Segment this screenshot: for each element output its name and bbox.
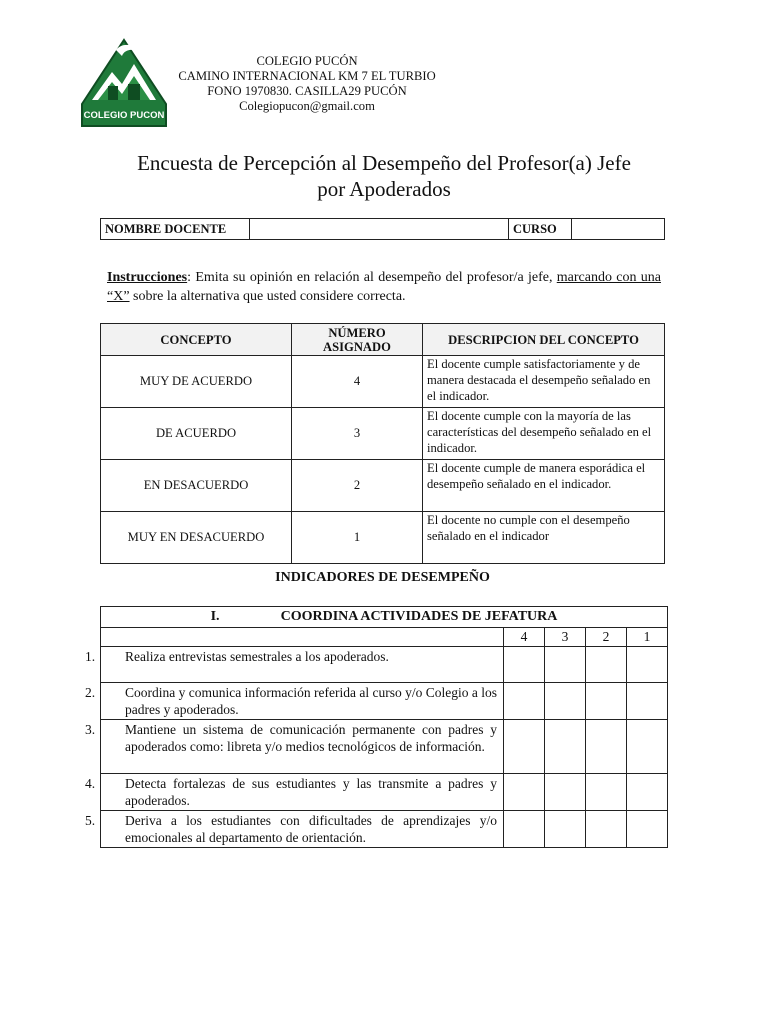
- indicator-item: [85, 720, 504, 774]
- indicator-row: [101, 774, 668, 811]
- answer-box-3[interactable]: [545, 720, 586, 774]
- answer-box-2[interactable]: [586, 720, 627, 774]
- scale-spacer: [101, 628, 504, 647]
- section-header: [101, 607, 668, 628]
- school-name: COLEGIO PUCÓN: [256, 54, 358, 68]
- concept-name: MUY EN DESACUERDO: [101, 512, 292, 564]
- indicator-row: [101, 647, 668, 683]
- answer-box-3[interactable]: [545, 811, 586, 848]
- indicator-item: [85, 647, 504, 683]
- answer-box-2[interactable]: [586, 647, 627, 683]
- instructions-text-1: : Emita su opinión en relación al desempeño del profesor/a jefe,: [187, 270, 557, 285]
- indicators-table: [85, 606, 668, 848]
- section-roman: I.: [210, 609, 220, 624]
- answer-box-2[interactable]: [586, 683, 627, 720]
- instructions-text-2: sobre la alternativa que usted considere correcta.: [129, 289, 406, 304]
- course-field[interactable]: [572, 219, 665, 240]
- indicator-text: Detecta fortalezas de sus estudiantes y las transmite a padres y apoderados.: [125, 776, 497, 808]
- concept-description: El docente cumple con la mayoría de las características del desempeño señalado en el indicador.: [423, 408, 665, 460]
- course-label: CURSO: [509, 219, 572, 240]
- indicator-number: 2.: [85, 685, 96, 700]
- answer-box-3[interactable]: [545, 647, 586, 683]
- section-title: COORDINA ACTIVIDADES DE JEFATURA: [280, 609, 558, 624]
- indicator-item: [85, 811, 504, 848]
- concept-description: El docente no cumple con el desempeño señalado en el indicador: [423, 512, 665, 564]
- indicator-number: 3.: [85, 722, 96, 737]
- indicator-text: Deriva a los estudiantes con dificultades de aprendizajes y/o emocionales al departamento de orientación.: [125, 813, 497, 845]
- indicator-text: Coordina y comunica información referida al curso y/o Colegio a los padres y apoderados.: [125, 685, 497, 717]
- indicators-heading: INDICADORES DE DESEMPEÑO: [275, 570, 490, 585]
- school-address: CAMINO INTERNACIONAL KM 7 EL TURBIO: [178, 69, 436, 83]
- indicator-text: Mantiene un sistema de comunicación permanente con padres y apoderados como: libreta y/o medios tecnológicos de información.: [125, 722, 497, 754]
- indicator-row: [101, 683, 668, 720]
- concept-number: 4: [292, 356, 423, 408]
- concept-row: [101, 512, 665, 564]
- instructions: [107, 268, 661, 306]
- concept-row: [101, 408, 665, 460]
- concept-header: CONCEPTO: [101, 324, 292, 356]
- answer-box-1[interactable]: [627, 774, 668, 811]
- answer-box-4[interactable]: [504, 811, 545, 848]
- concept-name: DE ACUERDO: [101, 408, 292, 460]
- concept-number: 1: [292, 512, 423, 564]
- concept-number: 2: [292, 460, 423, 512]
- answer-box-1[interactable]: [627, 720, 668, 774]
- indicator-item: [85, 774, 504, 811]
- description-header: DESCRIPCION DEL CONCEPTO: [423, 324, 665, 356]
- answer-box-1[interactable]: [627, 647, 668, 683]
- concept-description: El docente cumple satisfactoriamente y de manera destacada el desempeño señalado en el indicador.: [423, 356, 665, 408]
- concept-description: El docente cumple de manera esporádica el desempeño señalado en el indicador.: [423, 460, 665, 512]
- answer-box-4[interactable]: [504, 720, 545, 774]
- instructions-underlined: marcando con una “X”: [107, 270, 661, 304]
- school-email: Colegiopucon@gmail.com: [239, 99, 375, 113]
- indicator-number: 4.: [85, 776, 96, 791]
- indicator-text: Realiza entrevistas semestrales a los apoderados.: [125, 649, 389, 664]
- indicator-row: [101, 811, 668, 848]
- scale-2: 2: [586, 628, 627, 647]
- concept-name: EN DESACUERDO: [101, 460, 292, 512]
- number-header: NÚMERO ASIGNADO: [292, 324, 423, 356]
- document-title: [100, 150, 668, 202]
- teacher-course-table: [100, 218, 665, 240]
- indicator-item: [85, 683, 504, 720]
- answer-box-1[interactable]: [627, 683, 668, 720]
- instructions-label: Instrucciones: [107, 270, 188, 285]
- teacher-name-label: NOMBRE DOCENTE: [101, 219, 250, 240]
- concept-name: MUY DE ACUERDO: [101, 356, 292, 408]
- indicator-row: [101, 720, 668, 774]
- scale-4: 4: [504, 628, 545, 647]
- indicator-number: 1.: [85, 649, 96, 664]
- scale-1: 1: [627, 628, 668, 647]
- concept-table: [100, 323, 665, 564]
- indicator-number: 5.: [85, 813, 96, 828]
- title-line-2: por Apoderados: [317, 177, 451, 201]
- answer-box-2[interactable]: [586, 811, 627, 848]
- answer-box-3[interactable]: [545, 683, 586, 720]
- concept-row: [101, 356, 665, 408]
- school-logo: [78, 38, 170, 128]
- answer-box-2[interactable]: [586, 774, 627, 811]
- answer-box-4[interactable]: [504, 774, 545, 811]
- title-line-1: Encuesta de Percepción al Desempeño del Profesor(a) Jefe: [137, 151, 631, 175]
- answer-box-1[interactable]: [627, 811, 668, 848]
- school-info: [170, 54, 444, 114]
- concept-row: [101, 460, 665, 512]
- teacher-name-field[interactable]: [250, 219, 509, 240]
- concept-number: 3: [292, 408, 423, 460]
- logo-text: COLEGIO PUCON: [83, 110, 165, 121]
- school-phone: FONO 1970830. CASILLA29 PUCÓN: [207, 84, 407, 98]
- answer-box-4[interactable]: [504, 683, 545, 720]
- answer-box-4[interactable]: [504, 647, 545, 683]
- scale-3: 3: [545, 628, 586, 647]
- answer-box-3[interactable]: [545, 774, 586, 811]
